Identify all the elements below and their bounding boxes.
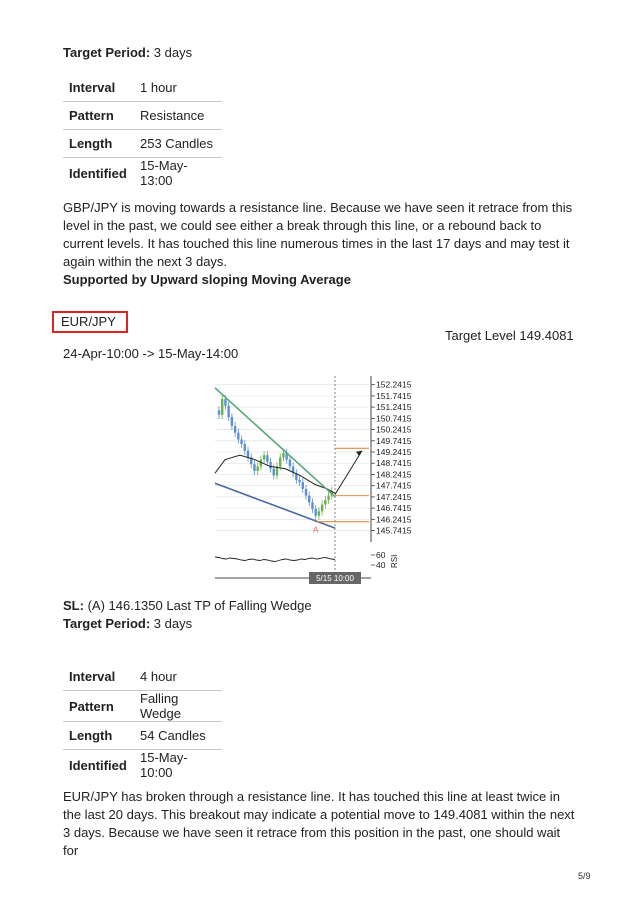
row-key: Identified (63, 750, 134, 781)
y-tick-label: 146.7415 (376, 503, 412, 514)
candle-body (289, 460, 291, 467)
pattern-info-table-2 (63, 663, 222, 780)
time-label: 5/15 10:00 (316, 574, 354, 583)
table-row (63, 102, 222, 130)
y-tick-label: 150.7415 (376, 413, 412, 424)
row-key: Interval (69, 80, 116, 95)
candle-body (231, 417, 233, 426)
target-period-value: 3 days (153, 616, 193, 631)
rsi-axis-label: RSI (390, 554, 399, 568)
candle-body (253, 464, 255, 471)
candle-body (224, 399, 226, 406)
paragraph-line: current levels. It has touched this line numerous times in the last 17 days and may test it (63, 236, 570, 251)
row-key: Identified (63, 158, 134, 189)
target-period-line-2 (63, 615, 192, 633)
candle-body (324, 500, 326, 504)
candle-body (227, 406, 229, 417)
projection-arrow-head (356, 451, 362, 456)
row-value: 15-May-10:00 (134, 750, 222, 781)
paragraph-line: level in the past, we could see either a break through this line, or a rebound back to (63, 218, 542, 233)
table-row (63, 750, 222, 781)
candle-body (244, 444, 246, 451)
y-tick-label: 149.2415 (376, 447, 412, 458)
y-tick-label: 148.2415 (376, 469, 412, 480)
paragraph-line: the last 20 days. This breakout may indicate a potential move to 149.4081 within the next (63, 807, 575, 822)
paragraph-line: GBP/JPY is moving towards a resistance line. Because we have seen it retrace from this (63, 200, 573, 215)
candle-body (221, 399, 223, 415)
y-tick-label: 151.2415 (376, 402, 412, 413)
sl-label: SL: (63, 598, 84, 613)
target-level: Target Level 149.4081 (445, 328, 574, 343)
candle-body (273, 469, 275, 476)
target-period-line-1 (63, 44, 192, 62)
candle-body (321, 505, 323, 512)
row-key: Length (63, 130, 134, 158)
rsi-tick-label: 60 (376, 550, 386, 560)
page-number: 5/9 (578, 871, 591, 881)
stop-loss-line (63, 597, 312, 615)
y-tick-label: 150.2415 (376, 424, 412, 435)
candle-body (308, 496, 310, 503)
candle-body (247, 451, 249, 458)
target-period-label: Target Period: (63, 616, 151, 631)
table-row (63, 691, 222, 722)
eurjpy-chart (205, 372, 420, 588)
candle-body (237, 433, 239, 440)
candle-body (302, 482, 304, 489)
target-period-label: Target Period: (63, 45, 151, 60)
table-row (63, 722, 222, 750)
candle-body (298, 480, 300, 482)
candle-body (263, 455, 265, 459)
row-value: Falling Wedge (134, 691, 222, 722)
row-value: 15-May-13:00 (134, 158, 222, 189)
y-tick-label: 148.7415 (376, 458, 412, 469)
chart-overlays (215, 388, 369, 535)
candle-body (282, 453, 284, 457)
y-axis-ticks (371, 376, 412, 542)
row-value: 54 Candles (134, 722, 222, 750)
candle-body (218, 410, 220, 414)
table-row (63, 158, 222, 189)
candle-body (327, 496, 329, 500)
analysis-paragraph-2 (63, 788, 575, 860)
candle-body (256, 466, 258, 470)
rsi-panel (215, 550, 399, 584)
row-value: 1 hour (140, 80, 177, 95)
row-value: Resistance (134, 102, 222, 130)
y-tick-label: 149.7415 (376, 435, 412, 446)
row-value: 4 hour (140, 669, 177, 684)
y-tick-label: 147.7415 (376, 480, 412, 491)
rsi-tick-label: 40 (376, 560, 386, 570)
pair-title: EUR/JPY (61, 314, 116, 329)
y-tick-label: 151.7415 (376, 390, 412, 401)
point-a-label: A (313, 525, 319, 535)
sl-value: (A) 146.1350 Last TP of Falling Wedge (87, 598, 312, 613)
row-key: Interval (69, 669, 116, 684)
analysis-paragraph-1 (63, 199, 575, 289)
y-tick-label: 146.2415 (376, 514, 412, 525)
candle-body (269, 462, 271, 469)
candles (218, 395, 333, 520)
resistance-line (215, 388, 335, 497)
target-period-value: 3 days (153, 45, 193, 60)
candle-body (314, 509, 316, 516)
pattern-info-table-1 (63, 74, 222, 188)
row-key: Pattern (63, 691, 134, 722)
y-tick-label: 147.2415 (376, 491, 412, 502)
paragraph-line: EUR/JPY has broken through a resistance line. It has touched this line at least twice in (63, 789, 560, 804)
paragraph-line: again within the next 3 days. (63, 254, 228, 269)
y-tick-label: 152.2415 (376, 379, 412, 390)
candle-body (305, 489, 307, 496)
chart-grid (215, 376, 369, 584)
candle-body (318, 511, 320, 515)
candle-body (234, 426, 236, 433)
candle-body (311, 502, 313, 509)
y-tick-label: 145.7415 (376, 525, 412, 536)
paragraph-line: 3 days. Because we have seen it retrace from this position in the past, one should wait for (63, 825, 561, 858)
table-row (63, 663, 222, 691)
row-key: Length (63, 722, 134, 750)
table-row (63, 74, 222, 102)
row-key: Pattern (63, 102, 134, 130)
row-value: 253 Candles (134, 130, 222, 158)
rsi-line (215, 557, 335, 562)
table-row (63, 130, 222, 158)
supported-by-line: Supported by Upward sloping Moving Average (63, 272, 351, 287)
candle-body (266, 455, 268, 462)
candle-body (240, 439, 242, 443)
projection-arrow-line (335, 451, 362, 495)
candle-body (279, 457, 281, 466)
date-range: 24-Apr-10:00 -> 15-May-14:00 (63, 346, 239, 361)
